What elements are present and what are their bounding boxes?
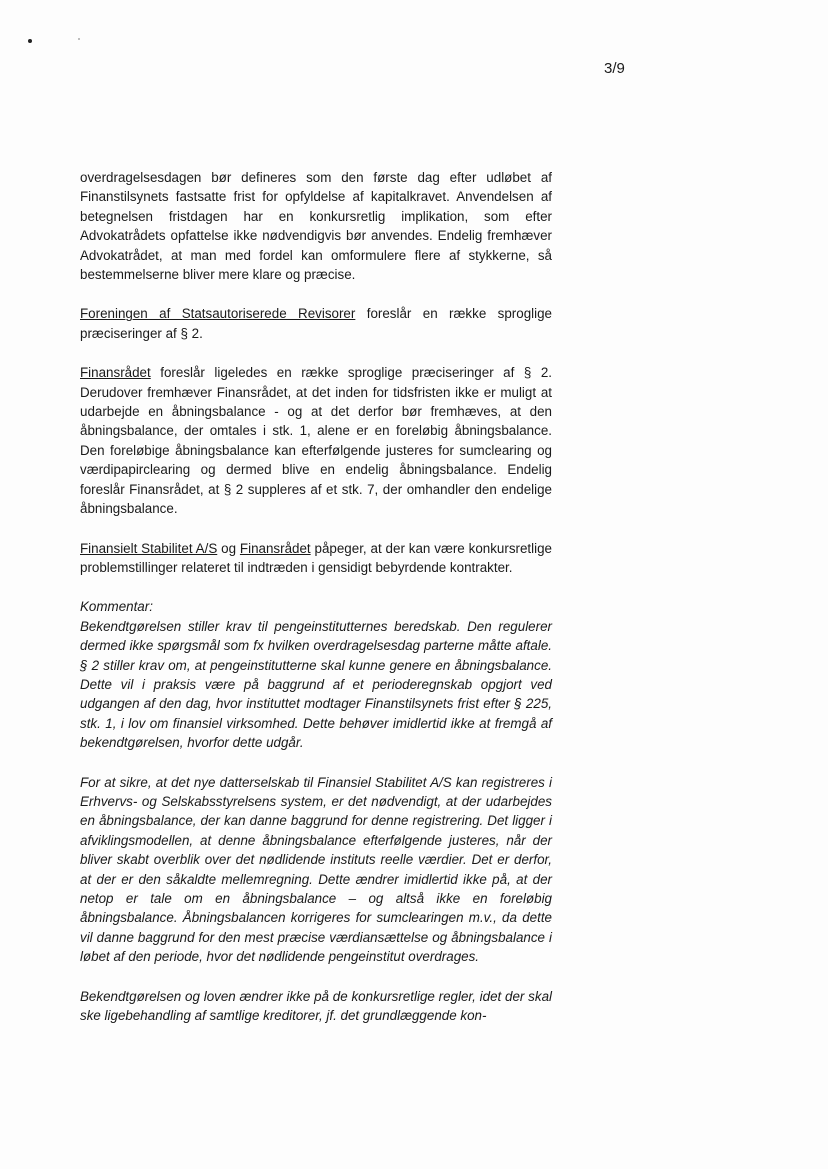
paragraph-text: foreslår ligeledes en række sproglige præciseringer af § 2. Derudover fremhæver Finansrådet, at det inden for tidsfristen ikke er muligt at udarbejde en åbningsbalance - og at det derfor bør fremhæves, at den åbningsbalance, der omtales i stk. 1, alene er en foreløbig åbningsbalance. Den foreløbige åbningsbalance kan efterfølgende justeres for sumclearing og værdipapirclearing og dermed blive en endelig åbningsbalance. Endelig foreslår Finansrådet, at § 2 suppleres af et stk. 7, der omhandler den endelige åbningsbalance. [80, 365, 552, 517]
scan-speck [78, 38, 80, 40]
comment-paragraph-1 [80, 597, 552, 752]
organization-name: Finansrådet [80, 365, 151, 381]
organization-name: Foreningen af Statsautoriserede Revisorer [80, 306, 356, 322]
comment-label: Kommentar: [80, 599, 153, 615]
comment-paragraph-3: Bekendtgørelsen og loven ændrer ikke på de konkursretlige regler, idet der skal ske ligebehandling af samtlige kreditorer, jf. det grundlæggende kon- [80, 988, 552, 1024]
organization-name: Finansrådet [239, 540, 311, 556]
comment-text: Bekendtgørelsen stiller krav til pengeinstitutternes beredskab. Den regulerer dermed ikke spørgsmål som fx hvilken overdragelsesdag parterne måtte aftale. § 2 stiller krav om, at pengeinstitutterne skal kunne genere en åbningsbalance. Dette vil i praksis være på baggrund af et perioderegnskab opgjort ved udgangen af den dag, hvor instituttet modtager Finanstilsynets frist efter § 225, stk. 1, i lov om finansiel virksomhed. Dette behøver imidlertid ikke at fremgå af bekendtgørelsen, hvorfor dette udgår. [80, 618, 552, 751]
conjunction: og [217, 540, 240, 556]
paragraph-text: påpeger, at der kan være konkursretlige problemstillinger relateret til indtræden i gensidigt bebyrdende kontrakter. [80, 540, 552, 575]
paragraph-fsr [80, 304, 552, 343]
scan-speck [28, 39, 32, 43]
comment-paragraph-2: For at sikre, at det nye datterselskab til Finansiel Stabilitet A/S kan registreres i Erhvervs- og Selskabsstyrelsens system, er det nødvendigt, at der udarbejdes en åbningsbalance, der kan danne baggrund for denne registrering. Det ligger i afviklingsmodellen, at denne åbningsbalance efterfølgende justeres, når der bliver skabt overblik over det nødlidende instituts reelle værdier. Det er derfor, at der er den såkaldte mellemregning. Dette ændrer imidlertid ikke på, at der netop er tale om en åbningsbalance – og altså ikke en foreløbig åbningsbalance. Åbningsbalancen korrigeres for sumclearingen m.v., da dette vil danne baggrund for den mest præcise værdiansættelse og åbningsbalance i løbet af den periode, hvor det nødlidende pengeinstitut overdrages. [80, 774, 552, 965]
paragraph-finansiel-stabilitet [80, 539, 552, 578]
paragraph-advokatraadet: overdragelsesdagen bør defineres som den første dag efter udløbet af Finanstilsynets fastsatte frist for opfyldelse af kapitalkravet. Anvendelsen af betegnelsen fristdagen har en konkursretlig implikation, som efter Advokatrådets opfattelse ikke nødvendigvis bør anvendes. Endelig fremhæver Advokatrådet, at man med fordel kan omformulere flere af stykkerne, så bestemmelserne bliver mere klare og præcise. [80, 170, 552, 283]
paragraph-finansraadet [80, 363, 552, 518]
organization-name: Finansielt Stabilitet A/S [80, 540, 218, 556]
document-body [80, 168, 552, 1045]
page-number: 3/9 [604, 60, 625, 77]
paragraph-text: foreslår en række sproglige præciseringer af § 2. [80, 306, 552, 341]
